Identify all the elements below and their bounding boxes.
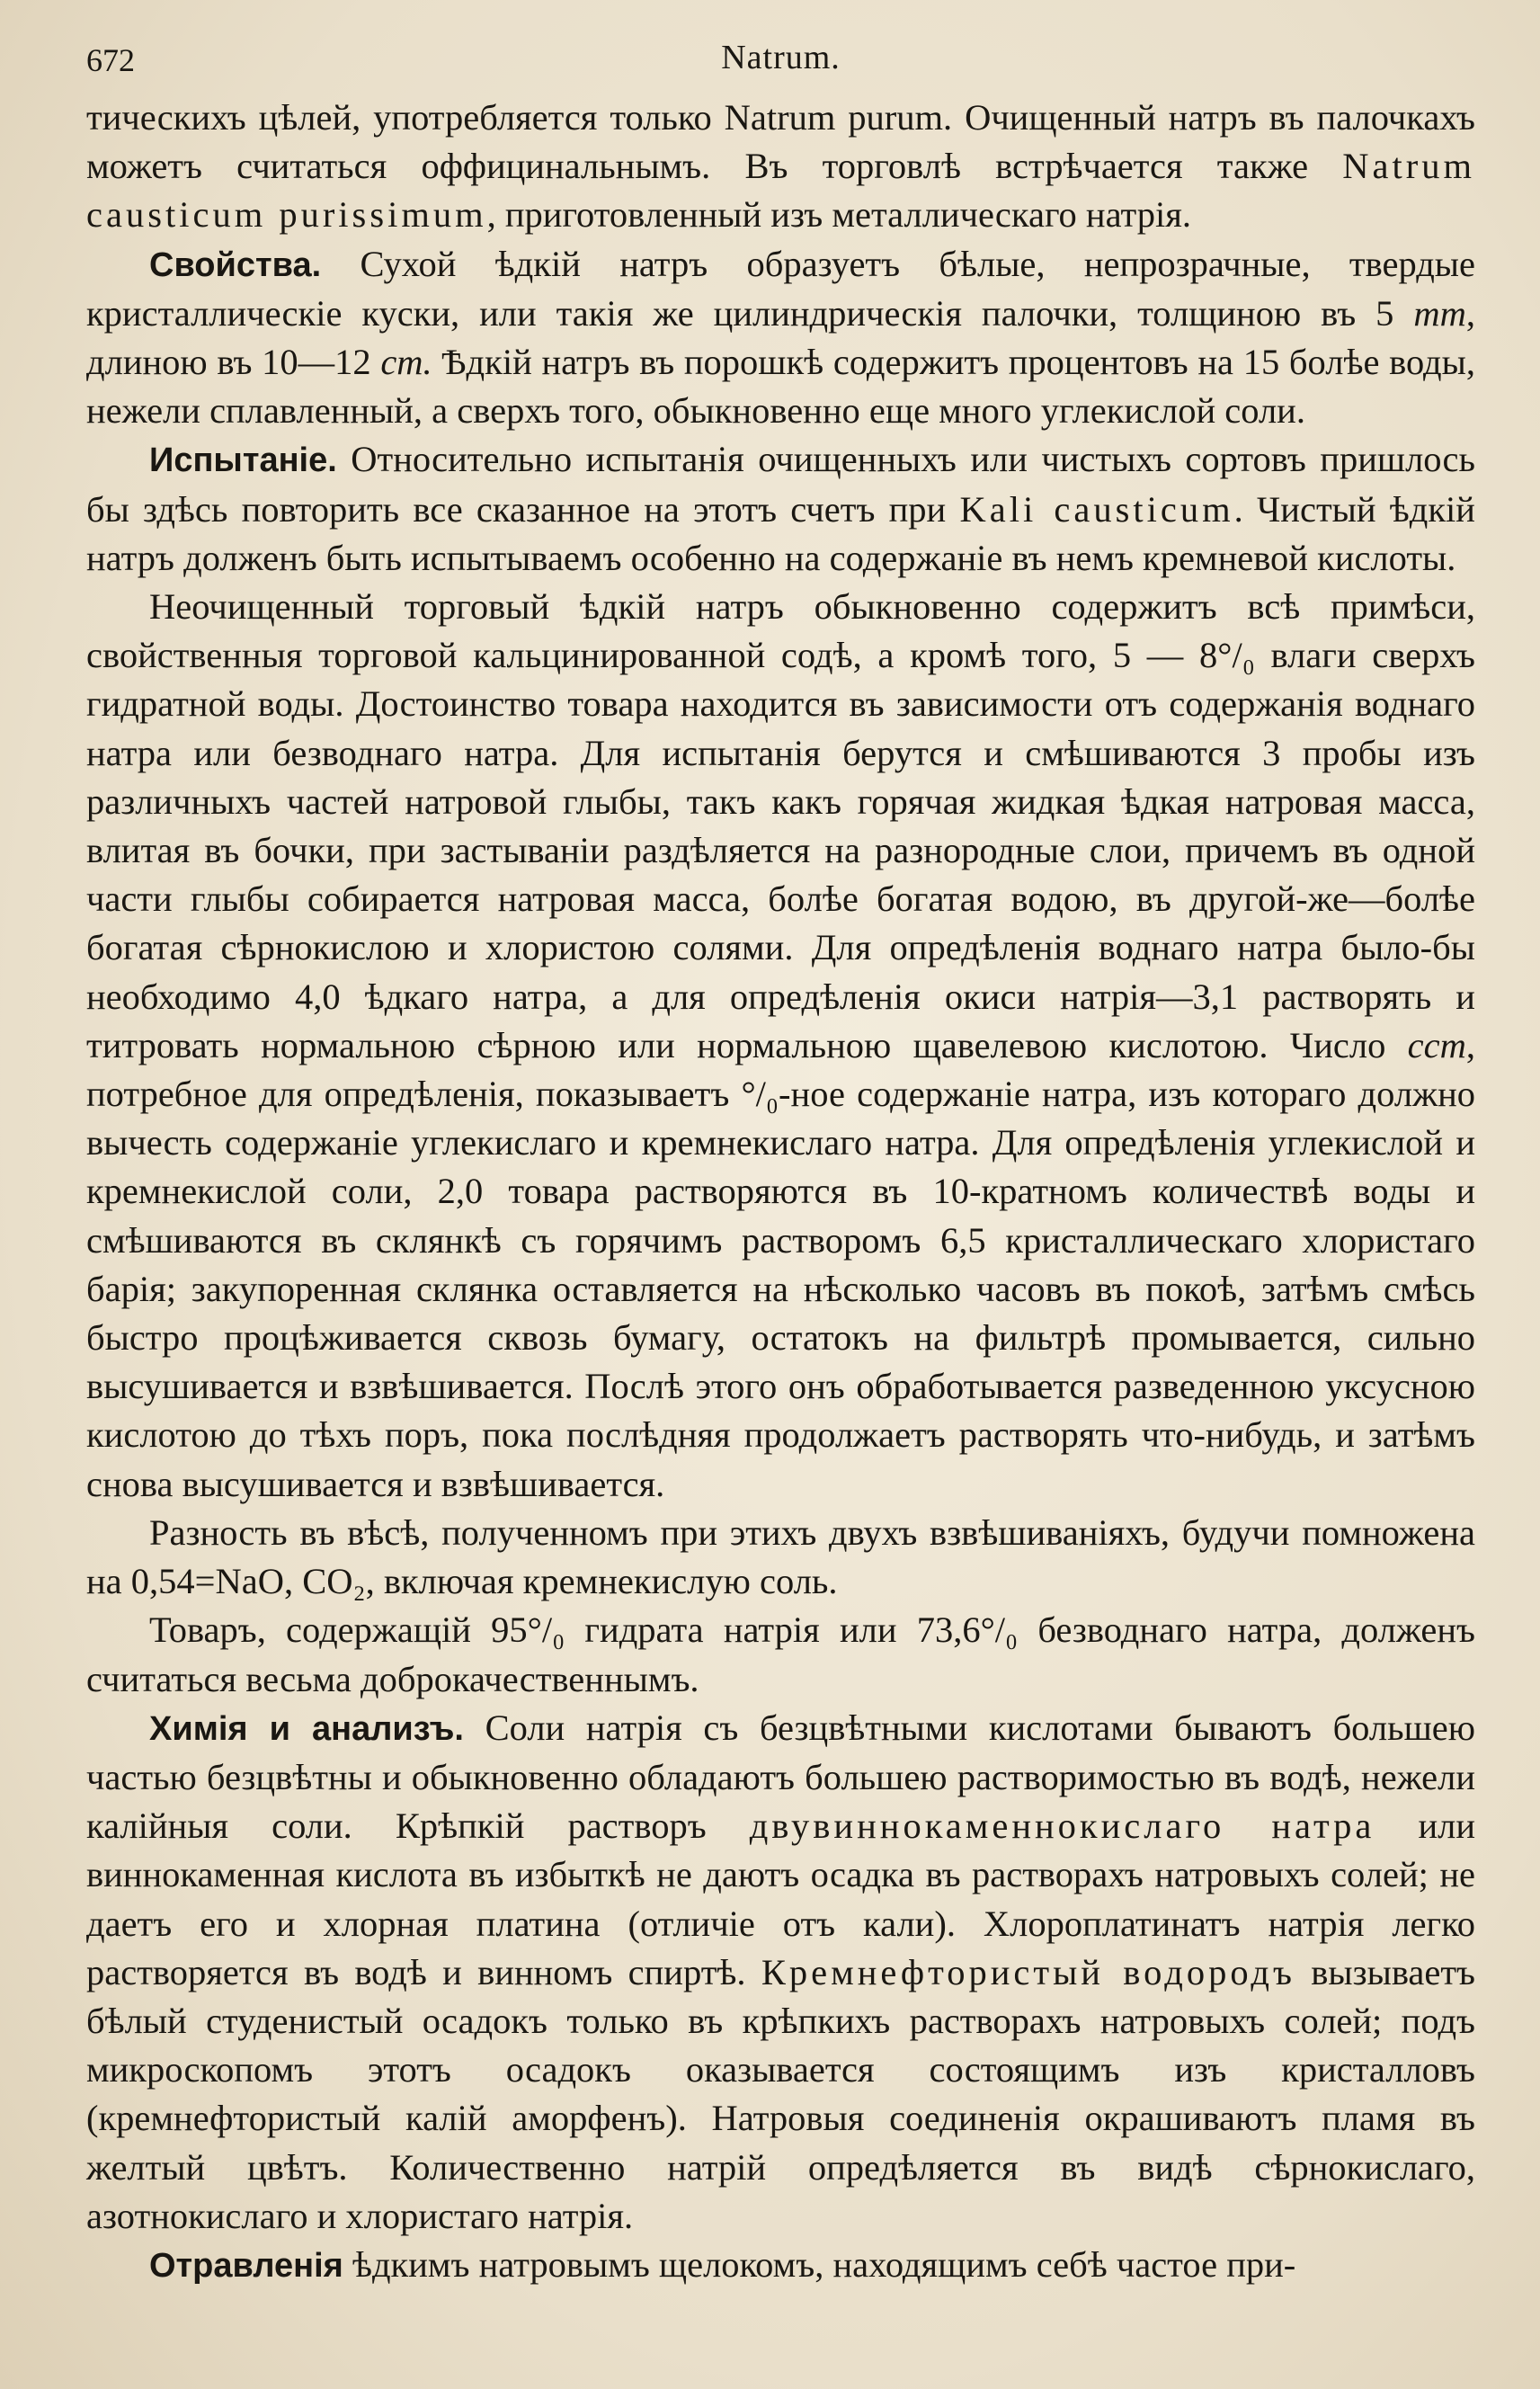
text-run: Сухой ѣдкій натръ образуетъ бѣлые, непрозрачные, твердые кристаллическіе куски, или такія же цилиндрическія палочки, толщиною въ 5 [86,243,1475,334]
text-run: Относительно испытанія очищенныхъ или чистыхъ сортовъ пришлось бы здѣсь повторить все сказанное на этотъ счетъ при [86,439,1475,530]
text-run: Ѣдкій натръ въ порошкѣ содержитъ процентовъ на 15 болѣе воды, нежели сплавленный, а сверхъ того, обыкновенно еще много углекислой соли. [86,342,1475,432]
text-run: ѣдкимъ натровымъ щелокомъ, находящимъ себѣ частое при- [343,2243,1296,2285]
body-text [86,94,1475,2290]
italic-term: mm [1413,292,1466,334]
paragraph-poisoning [86,2241,1475,2290]
paragraph-testing [86,435,1475,583]
running-head [86,38,1475,94]
spaced-term: Natrum causticum purissimum [86,146,1475,236]
paragraph-continuation [86,94,1475,240]
page-number: 672 [86,42,135,78]
text-run: Неочищенный торговый ѣдкій натръ обыкновенно содержитъ всѣ примѣси, свойственныя торговой кальцинированной содѣ, а кромѣ того, 5 — 8°/₀ влаги сверхъ гидратной воды. Достоинство товара находится въ зависимости отъ содержанія воднаго натра или безводнаго натра. Для испытанія берутся и смѣшиваются 3 пробы изъ различныхъ частей натровой глыбы, такъ какъ горячая жидкая ѣдкая натровая масса, влитая въ бочки, при застываніи раздѣляется на разнородные слои, причемъ въ одной части глыбы собирается натровая масса, болѣе богатая водою, въ другой-же—болѣе богатая сѣрнокислою и хлористою солями. Для опредѣленія воднаго натра было-бы необходимо 4,0 ѣдкаго натра, а для опредѣленія окиси натрія—3,1 растворять и титровать нормальною сѣрною или нормальною щавелевою кислотою. Число [86,586,1475,1065]
text-run: , приготовленный изъ металлическаго натрія. [486,194,1191,236]
italic-term: cm. [380,342,432,383]
spaced-term: Kali caustіcum [959,488,1234,530]
text-run: вызываетъ бѣлый студенистый осадокъ только въ крѣпкихъ растворахъ натровыхъ солей; подъ микроскопомъ этотъ осадокъ оказывается состоящимъ изъ кристалловъ (кремнефтористый калій аморфенъ). Натровыя соединенія окрашиваютъ пламя въ желтый цвѣтъ. Количественно натрій опредѣляется въ видѣ сѣрнокислаго, азотнокислаго и хлористаго натрія. [86,1951,1476,2236]
section-lead: Испытаніе. [149,441,337,480]
section-lead: Свойства. [149,245,322,284]
paragraph-chemistry-analysis [86,1704,1475,2241]
running-title: Natrum. [721,39,841,76]
section-lead: Химія и анализъ. [149,1709,464,1748]
section-lead: Отравленія [149,2246,343,2285]
paragraph-product-quality [86,1606,1475,1703]
text-run: или виннокаменная кислота въ избыткѣ не даютъ осадка въ растворахъ натровыхъ солей; не даетъ его и хлорная платина (отличіе отъ кали). Хлороплатинатъ натрія легко растворяется въ водѣ и винномъ спиртѣ. [86,1805,1476,1992]
text-run: тическихъ цѣлей, употребляется только Natrum purum. Очищенный натръ въ палочкахъ можетъ считаться оффицинальнымъ. Въ торговлѣ встрѣчается также [86,97,1475,187]
spaced-term: двувиннокаменнокислаго натра [749,1805,1375,1847]
text-run: , длиною въ 10—12 [86,292,1475,383]
italic-term: ccm [1407,1024,1466,1065]
paragraph-crude-caustic-soda [86,583,1475,1509]
text-run: , потребное для опредѣленія, показываетъ °/₀-ное содержаніе натра, изъ котораго должно вычесть содержаніе углекислаго и кремнекислаго натра. Для опредѣленія углекислой и кремнекислой соли, 2,0 товара растворяются въ 10-кратномъ количествѣ воды и смѣшиваются въ склянкѣ съ горячимъ растворомъ 6,5 кристаллическаго хлористаго барія; закупоренная склянка оставляется на нѣсколько часовъ въ покоѣ, затѣмъ смѣсь быстро процѣживается сквозь бумагу, остатокъ на фильтрѣ промывается, сильно высушивается и взвѣшивается. Послѣ этого онъ обработывается разведенною уксусною кислотою до тѣхъ поръ, пока послѣдняя продолжаетъ растворять что-нибудь, и затѣмъ снова высушивается и взвѣшивается. [86,1024,1475,1504]
paragraph-properties [86,240,1475,436]
text-run: . Чистый ѣдкій натръ долженъ быть испытываемъ особенно на содержаніе въ немъ кремневой кислоты. [86,488,1475,578]
text-run: Соли натрія съ безцвѣтными кислотами бываютъ большею частью безцвѣтны и обыкновенно обладаютъ большею растворимостью въ водѣ, нежели калійныя соли. Крѣпкій растворъ [86,1707,1475,1847]
spaced-term: Кремнефтористый водородъ [761,1951,1295,1992]
paragraph-weight-difference [86,1509,1475,1606]
text-run: Разность въ вѣсѣ, полученномъ при этихъ двухъ взвѣшиваніяхъ, будучи помножена на 0,54=NaO, CO₂, включая кремнекислую соль. [86,1511,1475,1602]
text-run: Товаръ, содержащій 95°/₀ гидрата натрія или 73,6°/₀ безводнаго натра, долженъ считаться весьма доброкачественнымъ. [86,1609,1475,1699]
